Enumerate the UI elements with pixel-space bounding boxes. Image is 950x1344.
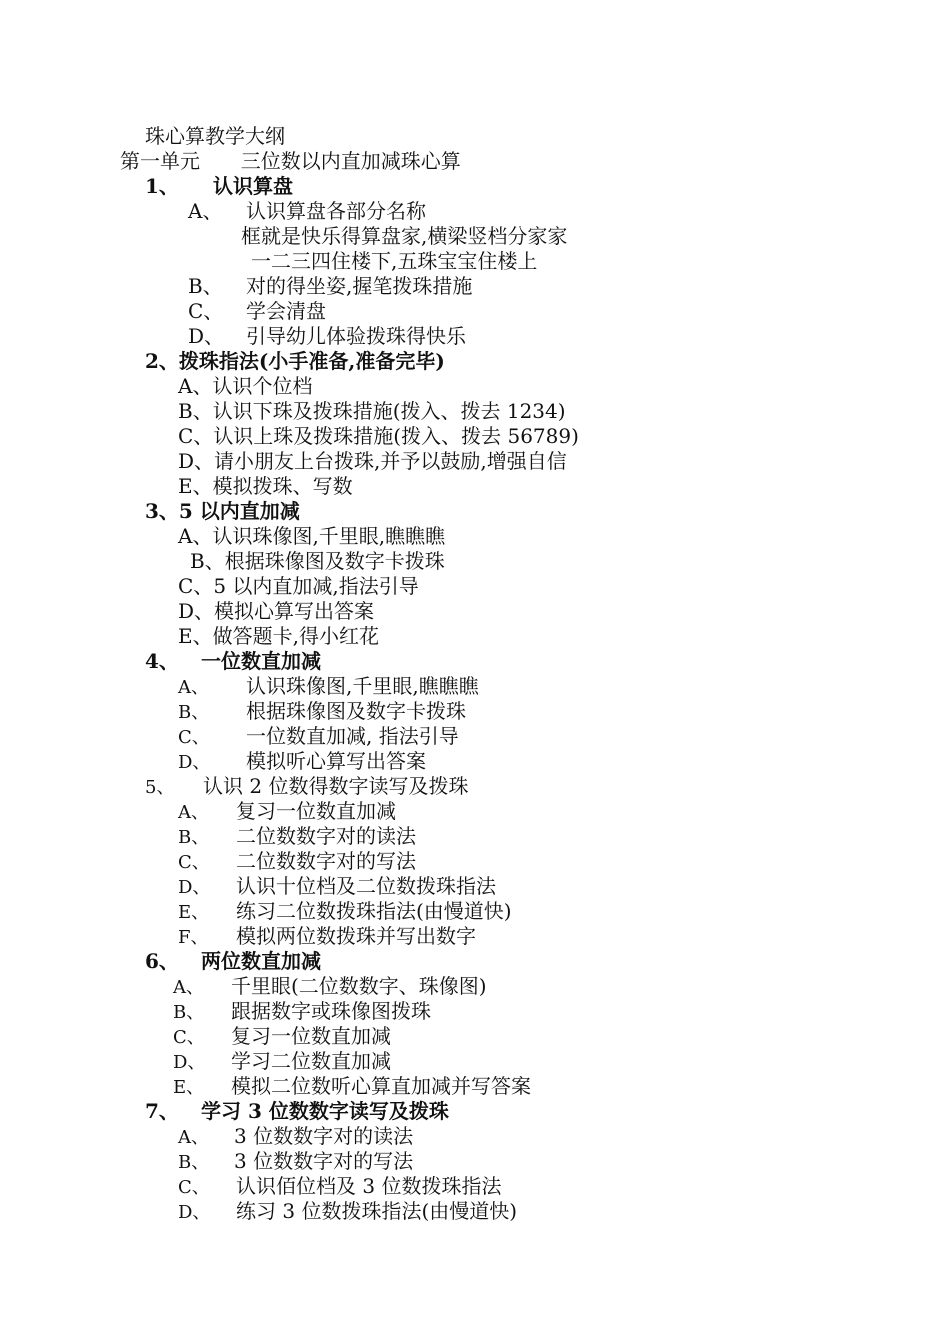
item-text: 认识下珠及拨珠措施(拨入、拨去 1234) xyxy=(212,399,566,423)
item-text: 对的得坐姿,握笔拨珠措施 xyxy=(246,274,473,298)
section-number: 3、 xyxy=(145,499,179,523)
item-text: 认识佰位档及 3 位数拨珠指法 xyxy=(236,1174,502,1198)
unit-title: 三位数以内直加减珠心算 xyxy=(240,149,461,173)
item-text: 认识算盘各部分名称 xyxy=(246,199,426,223)
item-text: 根据珠像图及数字卡拨珠 xyxy=(224,549,445,573)
item-text: 千里眼(二位数数字、珠像图) xyxy=(231,974,487,998)
item-text: 认识珠像图,千里眼,瞧瞧瞧 xyxy=(212,524,446,548)
item-marker: E、 xyxy=(178,624,213,648)
item-text: 复习一位数直加减 xyxy=(236,799,396,823)
item-text: 做答题卡,得小红花 xyxy=(212,624,379,648)
item-marker: B、 xyxy=(178,1152,210,1173)
section-heading-5 xyxy=(145,774,468,800)
item-marker: B、 xyxy=(178,399,213,423)
section-title: 一位数直加减 xyxy=(201,649,321,673)
item-marker: A、 xyxy=(178,524,213,548)
list-item xyxy=(251,249,537,274)
section-heading-6 xyxy=(145,949,321,974)
item-text: 二位数数字对的读法 xyxy=(236,824,416,848)
item-text: 跟据数字或珠像图拨珠 xyxy=(231,999,431,1023)
item-marker: C、 xyxy=(178,574,214,598)
item-marker: D、 xyxy=(178,752,211,773)
item-marker: E、 xyxy=(173,1077,205,1098)
section-heading-1 xyxy=(145,174,293,199)
list-item xyxy=(173,999,431,1025)
list-item xyxy=(178,424,579,449)
section-title: 拨珠指法(小手准备,准备完毕) xyxy=(178,349,445,373)
section-number: 2、 xyxy=(145,349,179,373)
section-number: 6、 xyxy=(145,949,179,973)
item-text: 3 位数数字对的写法 xyxy=(234,1149,414,1173)
list-item xyxy=(178,699,466,725)
item-text: 认识上珠及拨珠措施(拨入、拨去 56789) xyxy=(213,424,579,448)
item-marker: A、 xyxy=(178,1127,209,1148)
section-title: 认识算盘 xyxy=(213,174,293,198)
list-item xyxy=(178,899,512,925)
item-marker: D、 xyxy=(178,599,215,623)
item-marker: A、 xyxy=(178,802,209,823)
item-marker: F、 xyxy=(178,927,209,948)
item-marker: E、 xyxy=(178,474,213,498)
item-marker: D、 xyxy=(173,1052,206,1073)
list-item xyxy=(178,1124,413,1150)
list-item xyxy=(178,874,496,900)
section-title: 两位数直加减 xyxy=(201,949,321,973)
section-title: 学习 3 位数数字读写及拨珠 xyxy=(201,1099,449,1123)
item-text: 5 以内直加减,指法引导 xyxy=(213,574,419,598)
item-marker: C、 xyxy=(178,1177,210,1198)
list-item xyxy=(178,799,396,825)
item-marker: A、 xyxy=(178,677,209,698)
list-item xyxy=(178,824,416,850)
item-text: 模拟二位数听心算直加减并写答案 xyxy=(231,1074,531,1098)
list-item xyxy=(188,324,466,349)
section-title: 认识 2 位数得数字读写及拨珠 xyxy=(203,774,469,798)
section-number: 5、 xyxy=(145,777,175,798)
list-item xyxy=(173,1024,391,1050)
item-text: 练习 3 位数拨珠指法(由慢道快) xyxy=(236,1199,518,1223)
list-item xyxy=(241,224,567,249)
item-marker: C、 xyxy=(178,727,210,748)
item-text: 一位数直加减, 指法引导 xyxy=(246,724,459,748)
list-item xyxy=(188,274,472,299)
list-item xyxy=(178,599,374,624)
item-text: 练习二位数拨珠指法(由慢道快) xyxy=(236,899,512,923)
list-item xyxy=(178,1199,517,1225)
document-title: 珠心算教学大纲 xyxy=(145,124,285,148)
item-marker: A、 xyxy=(173,977,204,998)
list-item xyxy=(173,974,487,1000)
list-item xyxy=(178,1149,413,1175)
item-marker: D、 xyxy=(188,324,225,348)
list-item xyxy=(178,474,353,499)
list-item xyxy=(178,849,416,875)
item-marker: A、 xyxy=(178,374,213,398)
item-marker: D、 xyxy=(178,1202,211,1223)
item-text: 认识珠像图,千里眼,瞧瞧瞧 xyxy=(246,674,479,698)
item-text: 一二三四住楼下,五珠宝宝住楼上 xyxy=(251,249,538,273)
list-item xyxy=(173,1049,391,1075)
item-marker: B、 xyxy=(173,1002,205,1023)
item-marker: C、 xyxy=(173,1027,205,1048)
list-item xyxy=(190,549,445,574)
list-item xyxy=(188,199,426,224)
list-item xyxy=(178,574,419,599)
item-text: 模拟心算写出答案 xyxy=(214,599,375,623)
item-marker: E、 xyxy=(178,902,210,923)
item-text: 根据珠像图及数字卡拨珠 xyxy=(246,699,466,723)
item-text: 二位数数字对的写法 xyxy=(236,849,416,873)
list-item xyxy=(178,674,479,700)
section-heading-7 xyxy=(145,1099,449,1124)
item-marker: B、 xyxy=(188,274,223,298)
section-number: 1、 xyxy=(145,174,179,198)
unit-heading xyxy=(120,149,461,174)
item-text: 请小朋友上台拨珠,并予以鼓励,增强自信 xyxy=(214,449,567,473)
item-text: 模拟拨珠、写数 xyxy=(212,474,353,498)
item-marker: C、 xyxy=(188,299,224,323)
section-heading-2 xyxy=(145,349,445,374)
item-marker: B、 xyxy=(178,702,210,723)
item-marker: A、 xyxy=(188,199,223,223)
list-item xyxy=(178,749,426,775)
item-text: 认识十位档及二位数拨珠指法 xyxy=(236,874,496,898)
section-number: 4、 xyxy=(145,649,179,673)
list-item xyxy=(178,1174,501,1200)
item-text: 模拟听心算写出答案 xyxy=(246,749,426,773)
item-text: 学习二位数直加减 xyxy=(231,1049,391,1073)
item-text: 复习一位数直加减 xyxy=(231,1024,391,1048)
list-item xyxy=(178,924,476,950)
list-item xyxy=(178,724,459,750)
list-item xyxy=(178,374,312,399)
list-item xyxy=(178,524,445,549)
item-text: 3 位数数字对的读法 xyxy=(234,1124,414,1148)
list-item xyxy=(178,624,379,649)
section-heading-4 xyxy=(145,649,321,674)
list-item xyxy=(178,449,567,474)
item-text: 框就是快乐得算盘家,横梁竖档分家家 xyxy=(241,224,568,248)
item-marker: D、 xyxy=(178,449,215,473)
list-item xyxy=(178,399,566,424)
section-number: 7、 xyxy=(145,1099,179,1123)
item-text: 学会清盘 xyxy=(246,299,326,323)
list-item xyxy=(173,1074,531,1100)
item-marker: C、 xyxy=(178,424,214,448)
item-marker: D、 xyxy=(178,877,211,898)
item-marker: B、 xyxy=(190,549,225,573)
item-text: 认识个位档 xyxy=(212,374,313,398)
item-text: 模拟两位数拨珠并写出数字 xyxy=(236,924,476,948)
section-heading-3 xyxy=(145,499,300,524)
item-marker: B、 xyxy=(178,827,210,848)
section-title: 5 以内直加减 xyxy=(178,499,300,523)
unit-label: 第一单元 xyxy=(120,149,200,173)
list-item xyxy=(188,299,326,324)
item-text: 引导幼儿体验拨珠得快乐 xyxy=(246,324,466,348)
item-marker: C、 xyxy=(178,852,210,873)
